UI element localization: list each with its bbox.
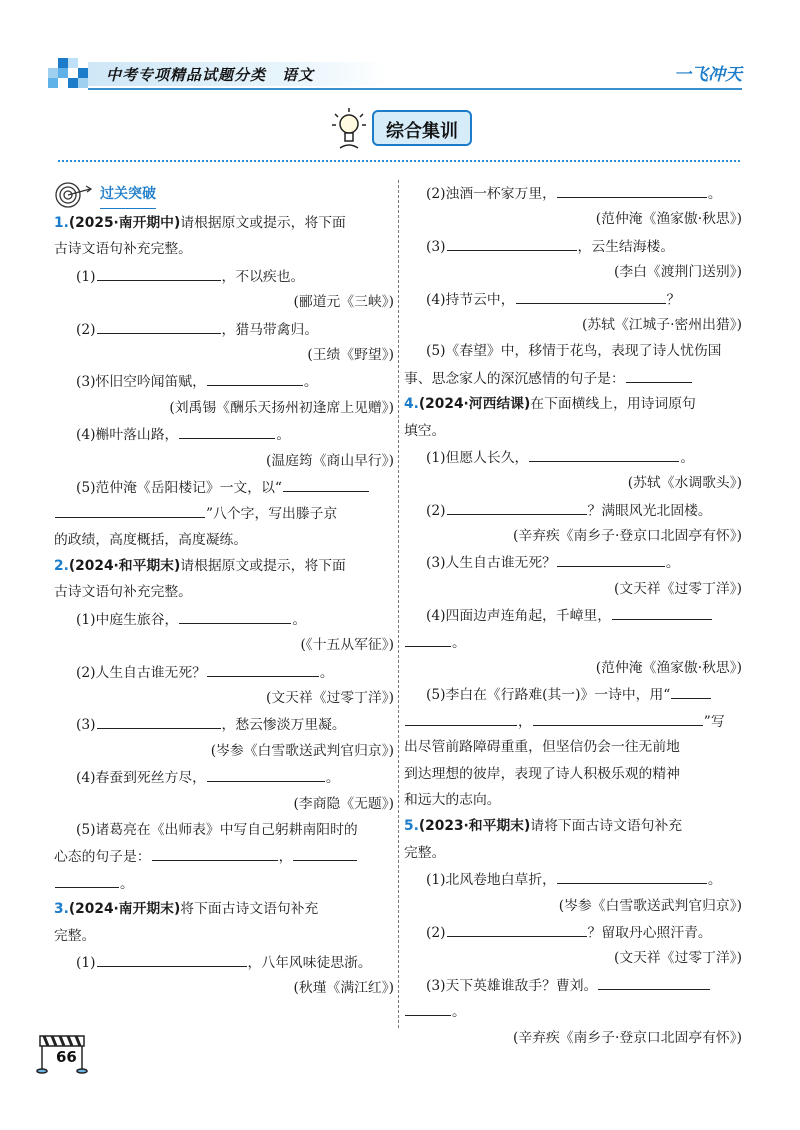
question-5-stem: 5.(2023·和平期末)请将下面古诗文语句补充 bbox=[404, 818, 683, 835]
q2-item-1: (1)中庭生旅谷， 。 bbox=[54, 606, 394, 632]
q3-item-2: (2)浊酒一杯家万里， 。 bbox=[404, 180, 742, 206]
right-column: (2)浊酒一杯家万里， 。 (范仲淹《渔家傲·秋思》) (3) ，云生结海楼。 (李白《渡荆门送别》) (4)持节云中， ？ (苏轼《江城子·密州出猎》) (5)《春望》中，移情于花鸟，表现了诗人忧伤国 事、思念家人的深沉感情的句子是： 4.(2024·河西结课)在下面横线上，用诗词原句 填空。 (1)但愿人长久， 。 (苏轼《水调歌头》) (2) ？满眼风光北固楼。 (辛弃疾《南乡子·登京口北固亭有怀》) (3)人生自古谁无死？ 。 (文天祥《过零丁洋》) (4)四面边声连角起，千嶂里， 。 (范仲淹《渔家傲·秋思》) (5)李白在《行路难(其一)》一诗中，用“ ， ”写 出尽管前路障碍重重，但坚信仍会一往无前地 到达理想的彼岸，表现了诗人积极乐观的精神 和远大的志向。 5.(2023·和平期末)请将下面古诗文语句补充 完整。 (1)北风卷地白草折， 。 (岑参《白雪歌送武判官归京》) (2) ？留取丹心照汗青。 (文天祥《过零丁洋》) (3)天下英雄谁敌手？曹刘。 。 (辛弃疾《南乡子·登京口北固亭有怀》) bbox=[404, 180, 742, 1051]
answer-blank[interactable] bbox=[557, 549, 665, 567]
answer-blank[interactable] bbox=[55, 870, 119, 888]
q1-item-3: (3)怀旧空吟闻笛赋， 。 bbox=[54, 368, 394, 394]
answer-blank[interactable] bbox=[97, 263, 221, 281]
answer-blank[interactable] bbox=[152, 843, 278, 861]
header-rule bbox=[88, 88, 742, 90]
dotted-divider bbox=[58, 160, 740, 162]
q3-item-1: (1) ，八年风味徒思浙。 bbox=[54, 949, 394, 975]
q3-item-3: (3) ，云生结海楼。 bbox=[404, 233, 742, 259]
q4-item-4: (4)四面边声连角起，千嶂里， bbox=[404, 602, 742, 628]
q5-item-3: (3)天下英雄谁敌手？曹刘。 bbox=[404, 972, 742, 998]
answer-blank[interactable] bbox=[533, 708, 703, 726]
answer-blank[interactable] bbox=[671, 681, 711, 699]
q2-item-5: (5)诸葛亮在《出师表》中写自己躬耕南阳时的 bbox=[76, 821, 358, 838]
page-number: 66 bbox=[56, 1048, 77, 1066]
answer-blank[interactable] bbox=[626, 365, 692, 383]
answer-blank[interactable] bbox=[179, 421, 275, 439]
answer-blank[interactable] bbox=[405, 998, 451, 1016]
answer-blank[interactable] bbox=[557, 866, 707, 884]
q4-item-2: (2) ？满眼风光北固楼。 bbox=[404, 497, 742, 523]
q2-item-4: (4)春蚕到死丝方尽， 。 bbox=[54, 764, 394, 790]
answer-blank[interactable] bbox=[405, 629, 451, 647]
subsection-title: 过关突破 bbox=[100, 181, 156, 208]
question-4-stem: 4.(2024·河西结课)在下面横线上，用诗词原句 bbox=[404, 396, 696, 413]
target-icon bbox=[54, 181, 94, 209]
question-3-stem: 3.(2024·南开期末)将下面古诗文语句补充 bbox=[54, 901, 319, 918]
page-header bbox=[48, 58, 742, 92]
answer-blank[interactable] bbox=[293, 843, 357, 861]
answer-blank[interactable] bbox=[207, 659, 319, 677]
section-title-box bbox=[372, 110, 472, 146]
answer-blank[interactable] bbox=[405, 708, 517, 726]
answer-blank[interactable] bbox=[447, 233, 577, 251]
question-1-stem: 1.(2025·南开期中)请根据原文或提示，将下面 bbox=[54, 215, 346, 231]
answer-blank[interactable] bbox=[207, 764, 325, 782]
answer-blank[interactable] bbox=[283, 474, 369, 492]
answer-blank[interactable] bbox=[516, 286, 666, 304]
brand-logo: 一飞冲天 bbox=[674, 65, 742, 85]
header-title: 中考专项精品试题分类 语文 bbox=[106, 66, 315, 84]
q3-item-5: (5)《春望》中，移情于花鸟，表现了诗人忧伤国 bbox=[426, 343, 722, 360]
section-heading bbox=[320, 104, 480, 154]
q3-item-4: (4)持节云中， ？ bbox=[404, 286, 742, 312]
answer-blank[interactable] bbox=[612, 602, 712, 620]
lightbulb-icon bbox=[330, 106, 368, 150]
answer-blank[interactable] bbox=[557, 180, 707, 198]
page-number-badge bbox=[34, 1034, 90, 1074]
left-column: 过关突破 1.(2025·南开期中)请根据原文或提示，将下面 古诗文语句补充完整。 (1) ，不以疾也。 (郦道元《三峡》) (2) ，猎马带禽归。 (王绩《野望》) (3)怀旧空吟闻笛赋， 。 (刘禹锡《酬乐天扬州初逢席上见赠》) (4)槲叶落山路， 。 (温庭筠《商山早行》) (5)范仲淹《岳阳楼记》一文，以“ ”八个字，写出滕子京 的政绩，高度概括，高度凝练。 2.(2024·和平期末)请根据原文或提示，将下面 古诗文语句补充完整。 (1)中庭生旅谷， 。 (《十五从军征》) (2)人生自古谁无死？ 。 (文天祥《过零丁洋》) (3) ，愁云惨淡万里凝。 (岑参《白雪歌送武判官归京》) (4)春蚕到死丝方尽， 。 (李商隐《无题》) (5)诸葛亮在《出师表》中写自己躬耕南阳时的 心态的句子是： ， 。 3.(2024·南开期末)将下面古诗文语句补充 完整。 (1) ，八年风味徒思浙。 (秋瑾《满江红》) bbox=[54, 180, 394, 1002]
q2-item-2: (2)人生自古谁无死？ 。 bbox=[54, 659, 394, 685]
q4-item-1: (1)但愿人长久， 。 bbox=[404, 444, 742, 470]
answer-blank[interactable] bbox=[97, 949, 247, 967]
q1-item-2: (2) ，猎马带禽归。 bbox=[54, 316, 394, 342]
answer-blank[interactable] bbox=[97, 711, 221, 729]
q5-item-2: (2) ？留取丹心照汗青。 bbox=[404, 919, 742, 945]
answer-blank[interactable] bbox=[55, 500, 205, 518]
answer-blank[interactable] bbox=[207, 368, 303, 386]
q2-item-3: (3) ，愁云惨淡万里凝。 bbox=[54, 711, 394, 737]
q1-item-4: (4)槲叶落山路， 。 bbox=[54, 421, 394, 447]
column-divider bbox=[398, 180, 399, 1028]
section-title: 综合集训 bbox=[386, 121, 458, 142]
answer-blank[interactable] bbox=[179, 606, 291, 624]
q4-item-3: (3)人生自古谁无死？ 。 bbox=[404, 549, 742, 575]
answer-blank[interactable] bbox=[598, 972, 710, 990]
answer-blank[interactable] bbox=[97, 316, 221, 334]
question-2-stem: 2.(2024·和平期末)请根据原文或提示，将下面 bbox=[54, 558, 346, 575]
q1-item-5: (5)范仲淹《岳阳楼记》一文，以“ bbox=[54, 474, 394, 500]
q5-item-1: (1)北风卷地白草折， 。 bbox=[404, 866, 742, 892]
q4-item-5: (5)李白在《行路难(其一)》一诗中，用“ bbox=[404, 681, 742, 707]
subsection-header bbox=[54, 180, 394, 210]
answer-blank[interactable] bbox=[447, 497, 587, 515]
answer-blank[interactable] bbox=[529, 444, 679, 462]
answer-blank[interactable] bbox=[447, 919, 587, 937]
q1-item-1: (1) ，不以疾也。 bbox=[54, 263, 394, 289]
